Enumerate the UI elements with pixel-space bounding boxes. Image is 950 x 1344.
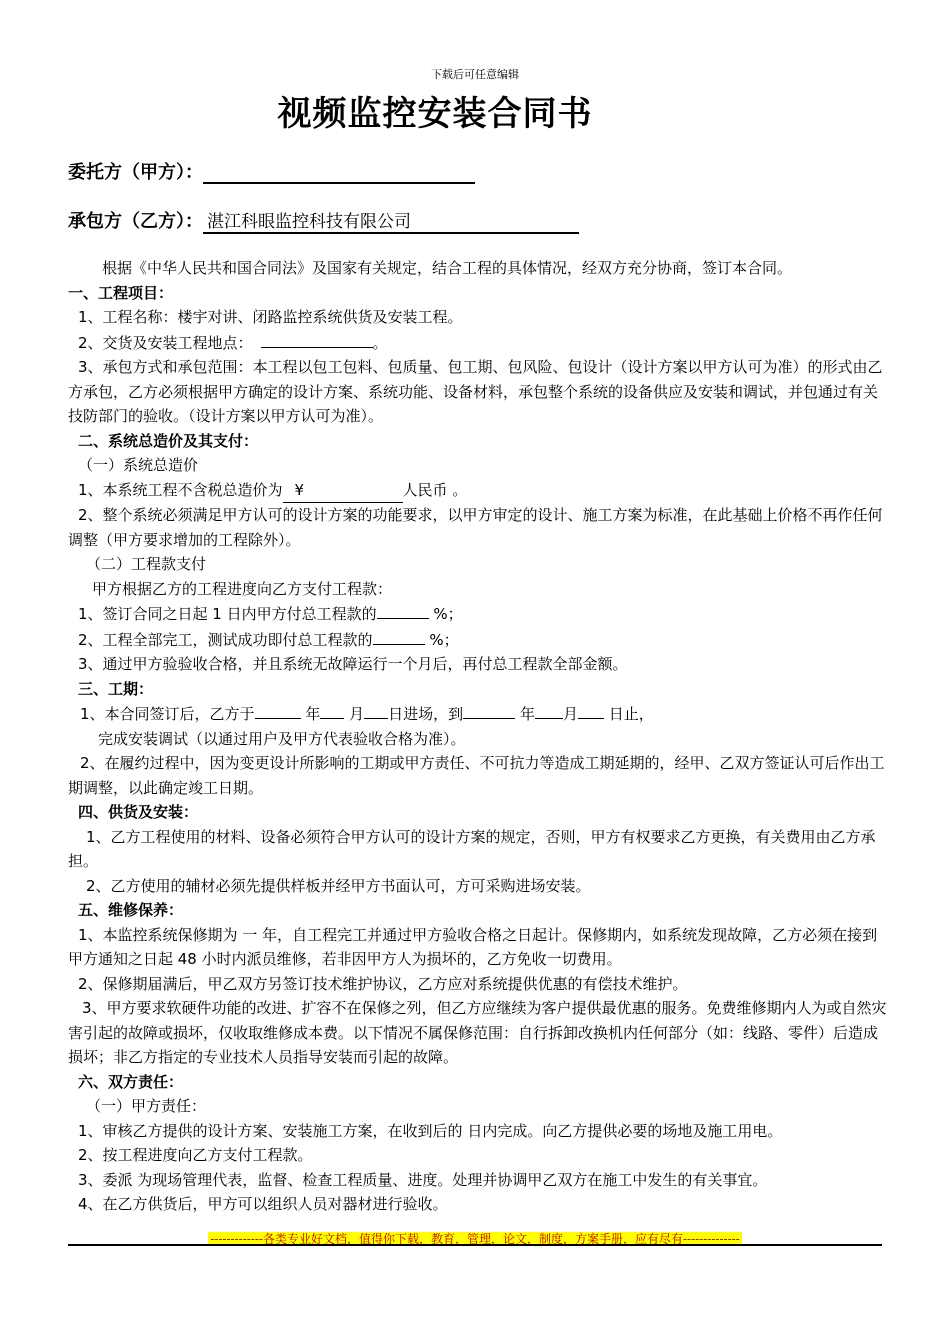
s3-item-2: 2、在履约过程中，因为变更设计所影响的工期或甲方责任、不可抗力等造成工期延期的，经甲、乙双方签证认可后作出工期调整，以此确定竣工日期。 (68, 754, 885, 797)
end-month-label: 月 (562, 705, 578, 723)
contract-body (68, 256, 888, 1217)
end-year-blank (463, 701, 515, 719)
s6-item-2: 2、按工程进度向乙方支付工程款。 (78, 1146, 313, 1164)
s2-pay-2 (68, 627, 888, 653)
s2-pay-1 (68, 601, 888, 627)
party-b-label: 承包方（乙方）： (68, 211, 203, 232)
s5-item-2: 2、保修期届满后，甲乙双方另签订技术维护协议，乙方应对系统提供优惠的有偿技术维护。 (78, 974, 688, 993)
end-day-label: 日止， (608, 705, 654, 723)
section-2-heading: 二、系统总造价及其支付： (78, 431, 259, 450)
party-a-blank (203, 160, 475, 184)
footer-text: -------------各类专业好文档，值得你下载，教育，管理，论文，制度，方案手册，应有尽有-------------- (210, 1232, 740, 1246)
s2-pay-2-suffix: %； (424, 630, 459, 649)
section-6-heading: 六、双方责任： (78, 1072, 184, 1091)
s2-pay-2-label: 2、工程全部完工，测试成功即付总工程款的 (78, 630, 373, 649)
pay-2-blank (373, 627, 425, 645)
section-4-heading: 四、供货及安装： (78, 803, 199, 821)
s2-sub-2: （二）工程款支付 (86, 555, 207, 573)
s3-item-1-cont: 完成安装调试（以通过用户及甲方代表验收合格为准）。 (98, 729, 466, 748)
s1-item-2-suffix: 。 (372, 333, 388, 352)
s2-sub-1: （一）系统总造价 (78, 456, 199, 474)
s2-item-1-suffix: 人民币 。 (402, 480, 468, 499)
s6-item-1: 1、审核乙方提供的设计方案、安装施工方案，在收到后的 日内完成。向乙方提供必要的场地及施工用电。 (78, 1121, 783, 1140)
s5-item-3: 3、甲方要求软硬件功能的改进、扩容不在保修之列，但乙方应继续为客户提供最优惠的服务。免费维修期内人为或自然灾害引起的故障或损坏，仅收取维修成本费。以下情况不属保修范围：自行拆卸改换机内任何部分（如：线路、零件）后造成损坏；非乙方指定的专业技术人员指导安装而引起的故障。 (68, 999, 887, 1066)
footer-divider (68, 1244, 882, 1246)
s5-item-1: 1、本监控系统保修期为 一 年，自工程完工并通过甲方验收合格之日起计。保修期内，如系统发现故障，乙方必须在接到甲方通知之日起 48 小时内派员维修，若非因甲方人为损坏的，乙方免收一切费用。 (68, 925, 878, 968)
start-year-label: 年 (305, 705, 321, 723)
section-5-heading: 五、维修保养： (78, 901, 184, 919)
intro-paragraph: 根据《中华人民共和国合同法》及国家有关规定，结合工程的具体情况，经双方充分协商，签订本合同。 (102, 259, 793, 277)
start-day-label: 日进场，到 (388, 705, 464, 723)
s2-pay-3: 3、通过甲方验验收合格，并且系统无故障运行一个月后，再付总工程款全部金额。 (78, 655, 628, 673)
section-1-heading: 一、工程项目： (68, 283, 174, 302)
party-b-value: 湛江科眼监控科技有限公司 (203, 207, 579, 234)
s4-item-2: 2、乙方使用的辅材必须先提供样板并经甲方书面认可，方可采购进场安装。 (86, 876, 591, 895)
s1-item-2 (68, 330, 888, 356)
pay-1-blank (377, 601, 429, 619)
s3-item-1-label: 1、本合同签订后，乙方于 (80, 705, 255, 723)
end-year-label: 年 (519, 705, 535, 723)
currency-symbol: ¥ (294, 480, 305, 499)
start-month-label: 月 (349, 705, 365, 723)
start-year-blank (255, 701, 301, 719)
price-blank (283, 478, 403, 504)
document-title: 视频监控安装合同书 (277, 94, 593, 134)
s2-item-1 (68, 478, 888, 504)
s6-sub-1: （一）甲方责任： (86, 1097, 207, 1115)
s1-item-2-label: 2、交货及安装工程地点： (78, 333, 253, 352)
party-a-label: 委托方（甲方）： (68, 162, 203, 183)
s3-item-1 (68, 701, 888, 727)
s2-pay-intro: 甲方根据乙方的工程进度向乙方支付工程款： (92, 579, 393, 598)
s1-item-1: 1、工程名称：楼宇对讲、闭路监控系统供货及安装工程。 (78, 308, 463, 326)
location-blank (261, 330, 373, 348)
start-month-blank (320, 701, 344, 719)
end-month-blank (535, 701, 563, 719)
s2-pay-1-suffix: %； (428, 605, 463, 623)
s6-item-3: 3、委派 为现场管理代表，监督、检查工程质量、进度。处理并协调甲乙双方在施工中发生的有关事宜。 (78, 1170, 768, 1189)
start-day-blank (364, 701, 388, 719)
header-note: 下载后可任意编辑 (431, 68, 519, 81)
end-day-blank (578, 701, 604, 719)
s2-pay-1-label: 1、签订合同之日起 1 日内甲方付总工程款的 (78, 605, 377, 623)
s2-item-1-label: 1、本系统工程不含税总造价为 (78, 480, 283, 499)
section-3-heading: 三、工期： (78, 679, 154, 698)
party-a-row (68, 158, 475, 184)
s6-item-4: 4、在乙方供货后，甲方可以组织人员对器材进行验收。 (78, 1195, 448, 1213)
s1-item-3: 3、承包方式和承包范围：本工程以包工包料、包质量、包工期、包风险、包设计（设计方案以甲方认可为准）的形式由乙方承包，乙方必须根据甲方确定的设计方案、系统功能、设备材料，承包整个系统的设备供应及安装和调试，并包通过有关技防部门的验收。（设计方案以甲方认可为准）。 (68, 358, 883, 425)
party-b-row (68, 207, 579, 234)
s4-item-1: 1、乙方工程使用的材料、设备必须符合甲方认可的设计方案的规定，否则，甲方有权要求乙方更换，有关费用由乙方承担。 (68, 827, 876, 870)
s2-item-2: 2、整个系统必须满足甲方认可的设计方案的功能要求，以甲方审定的设计、施工方案为标准，在此基础上价格不再作任何调整（甲方要求增加的工程除外）。 (68, 506, 883, 549)
